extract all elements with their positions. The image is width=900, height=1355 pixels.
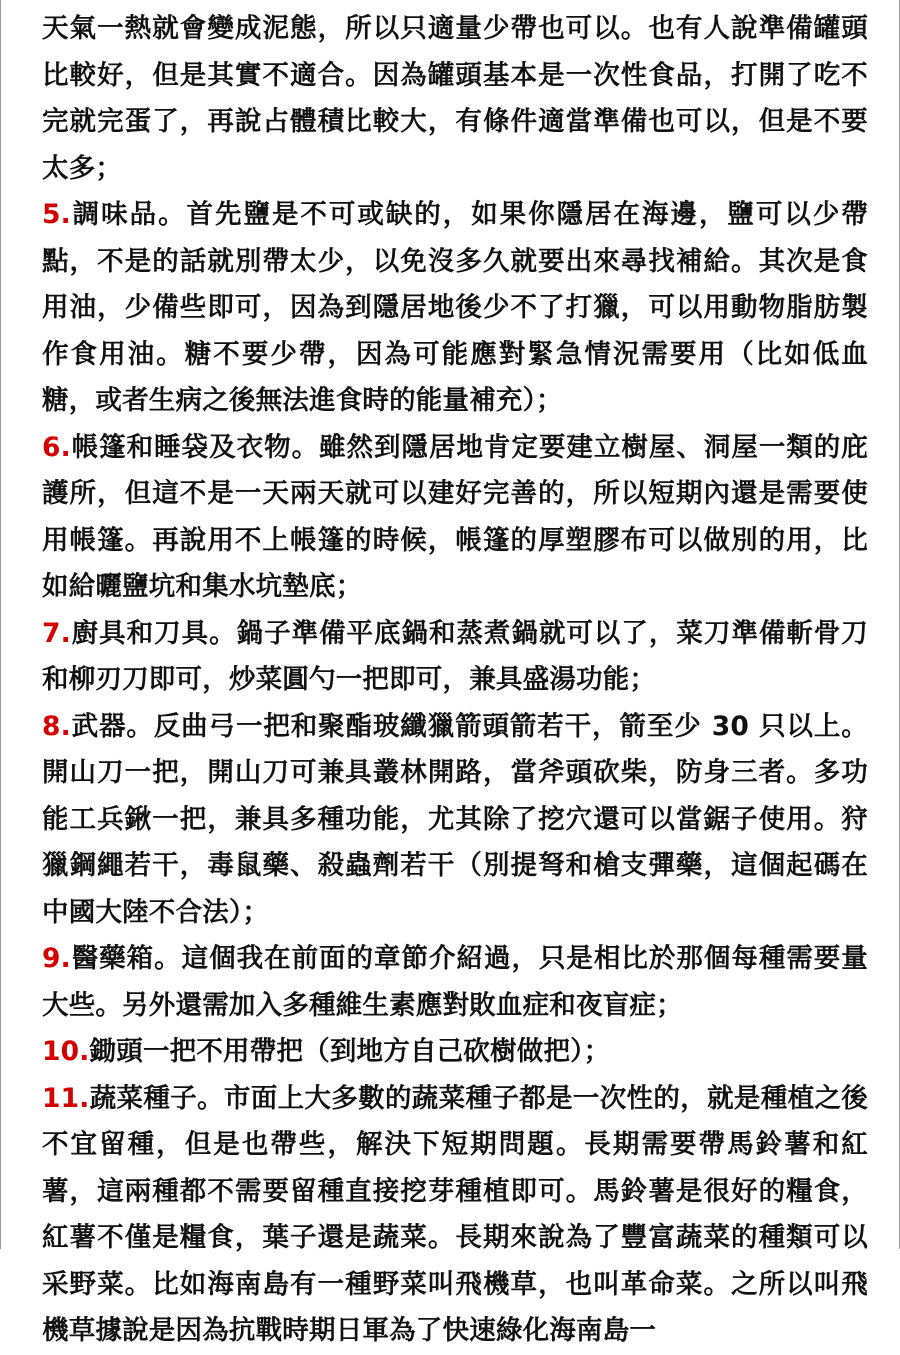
paragraph-text: 調味品。首先鹽是不可或缺的，如果你隱居在海邊，鹽可以少帶點，不是的話就別帶太少，以免沒多久就要出來尋找補給。其次是食用油，少備些即可，因為到隱居地後少不了打獵，可以用動物脂肪製作食用油。糖不要少帶，因為可能應對緊急情況需要用（比如低血糖，或者生病之後無法進食時的能量補充）；	[42, 199, 868, 416]
item-number: 7.	[42, 617, 71, 649]
paragraph-item-10-hoe	[42, 1029, 868, 1076]
paragraph-text: 武器。反曲弓一把和聚酯玻纖獵箭頭箭若干，箭至少 30 只以上。開山刀一把，開山刀可兼具叢林開路，當斧頭砍柴，防身三者。多功能工兵鍬一把，兼具多種功能，尤其除了挖穴還可以當鋸子使用。狩獵鋼繩若干，毒鼠藥、殺蟲劑若干（別提弩和槍支彈藥，這個起碼在中國大陸不合法）；	[42, 710, 868, 928]
paragraph-item-6-tent	[42, 425, 868, 611]
paragraph-text: 鋤頭一把不用帶把（到地方自己砍樹做把）；	[89, 1036, 611, 1067]
paragraph-continued-intro	[42, 6, 868, 192]
document-body	[42, 6, 868, 1355]
paragraph-item-11-seeds	[42, 1076, 868, 1355]
paragraph-item-9-medkit	[42, 936, 868, 1029]
paragraph-text: 蔬菜種子。市面上大多數的蔬菜種子都是一次性的，就是種植之後不宜留種，但是也帶些，解決下短期問題。長期需要帶馬鈴薯和紅薯，這兩種都不需要留種直接挖芽種植即可。馬鈴薯是很好的糧食，紅薯不僅是糧食，葉子還是蔬菜。長期來說為了豐富蔬菜的種類可以采野菜。比如海南島有一種野菜叫飛機草，也叫革命菜。之所以叫飛機草據說是因為抗戰時期日軍為了快速綠化海南島一	[42, 1082, 868, 1346]
item-number: 11.	[42, 1082, 90, 1114]
item-number: 9.	[42, 943, 71, 974]
paragraph-item-5-seasonings	[42, 192, 868, 425]
page-left-border	[0, 0, 1, 1249]
item-number: 8.	[42, 710, 71, 742]
paragraph-item-7-cookware	[42, 611, 868, 704]
item-number: 6.	[42, 431, 71, 463]
paragraph-item-8-weapons	[42, 704, 868, 937]
item-number: 5.	[42, 199, 71, 230]
paragraph-text: 廚具和刀具。鍋子準備平底鍋和蒸煮鍋就可以了，菜刀準備斬骨刀和柳刃刀即可，炒菜圓勺一把即可，兼具盛湯功能；	[42, 617, 868, 695]
paragraph-text: 帳篷和睡袋及衣物。雖然到隱居地肯定要建立樹屋、洞屋一類的庇護所，但這不是一天兩天就可以建好完善的，所以短期內還是需要使用帳篷。再說用不上帳篷的時候，帳篷的厚塑膠布可以做別的用，比如給曬鹽坑和集水坑墊底；	[42, 431, 868, 602]
paragraph-text: 醫藥箱。這個我在前面的章節介紹過，只是相比於那個每種需要量大些。另外還需加入多種維生素應對敗血症和夜盲症；	[42, 943, 868, 1021]
item-number: 10.	[42, 1036, 90, 1067]
paragraph-text: 天氣一熱就會變成泥態，所以只適量少帶也可以。也有人說準備罐頭比較好，但是其實不適合。因為罐頭基本是一次性食品，打開了吃不完就完蛋了，再說占體積比較大，有條件適當準備也可以，但是不要太多；	[42, 13, 868, 184]
